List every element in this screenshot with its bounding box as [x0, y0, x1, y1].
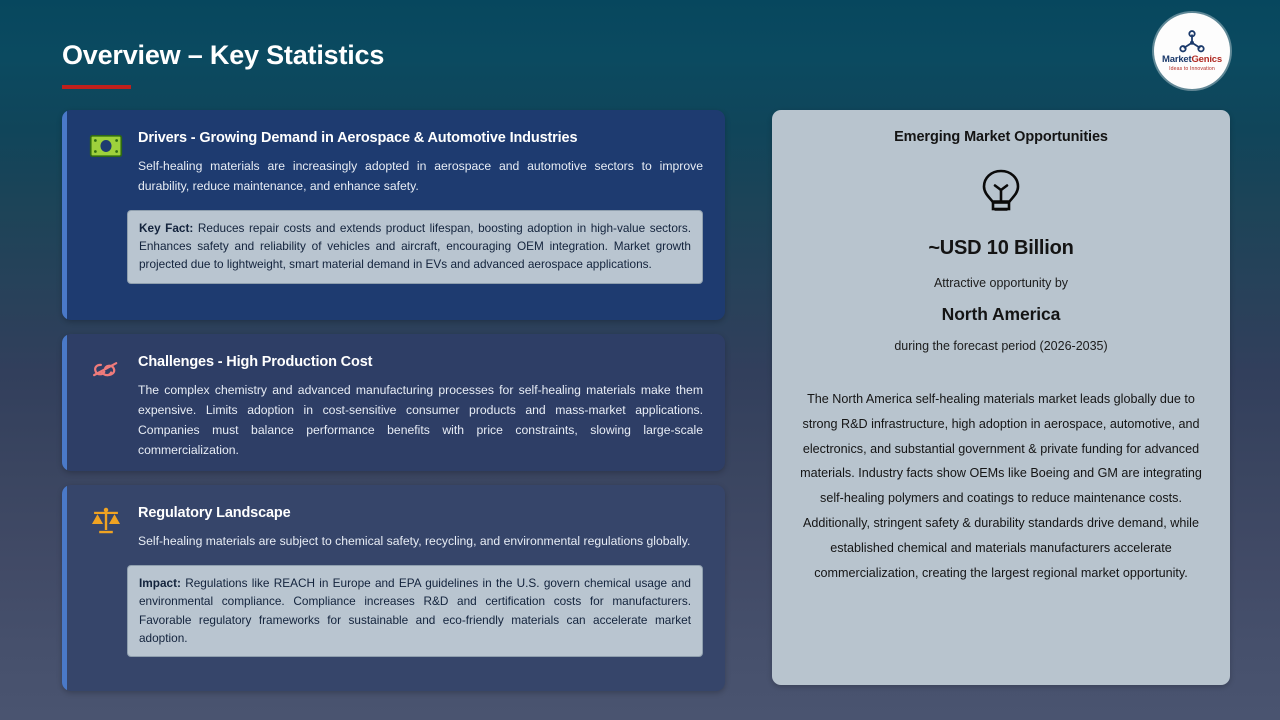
logo-word-genics: Genics [1191, 54, 1222, 65]
balance-scales-icon [88, 503, 124, 539]
title-underline-rule [62, 85, 131, 89]
page-title: Overview – Key Statistics [62, 40, 385, 70]
card-description: Self-healing materials are subject to chemical safety, recycling, and environmental regulations globally. [138, 534, 691, 549]
molecule-node-icon [1177, 30, 1207, 54]
card-drivers[interactable] [62, 110, 725, 320]
card-accent-bar [62, 485, 67, 691]
brand-logo [1154, 13, 1230, 89]
key-fact-text: Reduces repair costs and extends product lifespan, boosting adoption in high-value sectors. Enhances safety and reliability of vehicles and aircraft, encouraging OEM integration. Market growth projected due to lightweight, smart material demand in EVs and advanced aerospace applications. [139, 220, 691, 272]
left-cards-column [62, 110, 725, 705]
opportunity-subtitle: Attractive opportunity by [933, 276, 1069, 290]
logo-wordmark [1162, 55, 1222, 65]
slide-header [0, 0, 1280, 100]
emerging-opportunities-panel [772, 110, 1230, 685]
panel-title: Emerging Market Opportunities [894, 129, 1108, 145]
card-accent-bar [62, 110, 67, 320]
impact-label: Impact: [139, 576, 181, 591]
lightbulb-icon [975, 167, 1027, 219]
key-fact-label: Key Fact: [139, 220, 194, 235]
card-header [88, 128, 703, 197]
logo-tagline: Ideas to Innovation [1169, 66, 1215, 72]
card-title: Regulatory Landscape [138, 505, 291, 521]
impact-box [127, 565, 703, 657]
region-name: North America [941, 304, 1061, 324]
card-title: Challenges - High Production Cost [138, 354, 373, 370]
card-challenges[interactable] [62, 334, 725, 471]
banknote-icon [88, 128, 124, 164]
card-title: Drivers - Growing Demand in Aerospace & Automotive Industries [138, 130, 578, 146]
logo-word-market: Market [1162, 54, 1192, 65]
card-accent-bar [62, 334, 67, 471]
card-description: The complex chemistry and advanced manufacturing processes for self-healing materials make them expensive. Limits adoption in cost-sensitive consumer products and mass-market applications. Companies must balance performance benefits with price constraints, slowing large-scale commercialization. [138, 383, 703, 457]
market-value: ~USD 10 Billion [928, 237, 1074, 259]
impact-text: Regulations like REACH in Europe and EPA guidelines in the U.S. govern chemical usage and environmental compliance. Compliance increases R&D and certification costs for manufacturers. Favorable regulatory frameworks for sustainable and eco-friendly materials can accelerate market adoption. [139, 576, 691, 645]
panel-paragraph: The North America self-healing materials market leads globally due to strong R&D infrastructure, high adoption in aerospace, automotive, and electronics, and substantial government & private funding for advanced materials. Industry facts show OEMs like Boeing and GM are integrating self-healing polymers and coatings to reduce maintenance costs. Additionally, stringent safety & durability standards drive demand, while established chemical and materials manufacturers accelerate commercialization, creating the largest regional market opportunity. [800, 392, 1202, 580]
card-description: Self-healing materials are increasingly adopted in aerospace and automotive sectors to improve durability, reduce maintenance, and enhance safety. [138, 159, 703, 194]
key-fact-box [127, 210, 703, 284]
broken-link-icon [88, 352, 124, 388]
card-header [88, 352, 703, 460]
card-regulatory[interactable] [62, 485, 725, 691]
forecast-period: during the forecast period (2026-2035) [894, 339, 1108, 353]
card-header [88, 503, 703, 552]
